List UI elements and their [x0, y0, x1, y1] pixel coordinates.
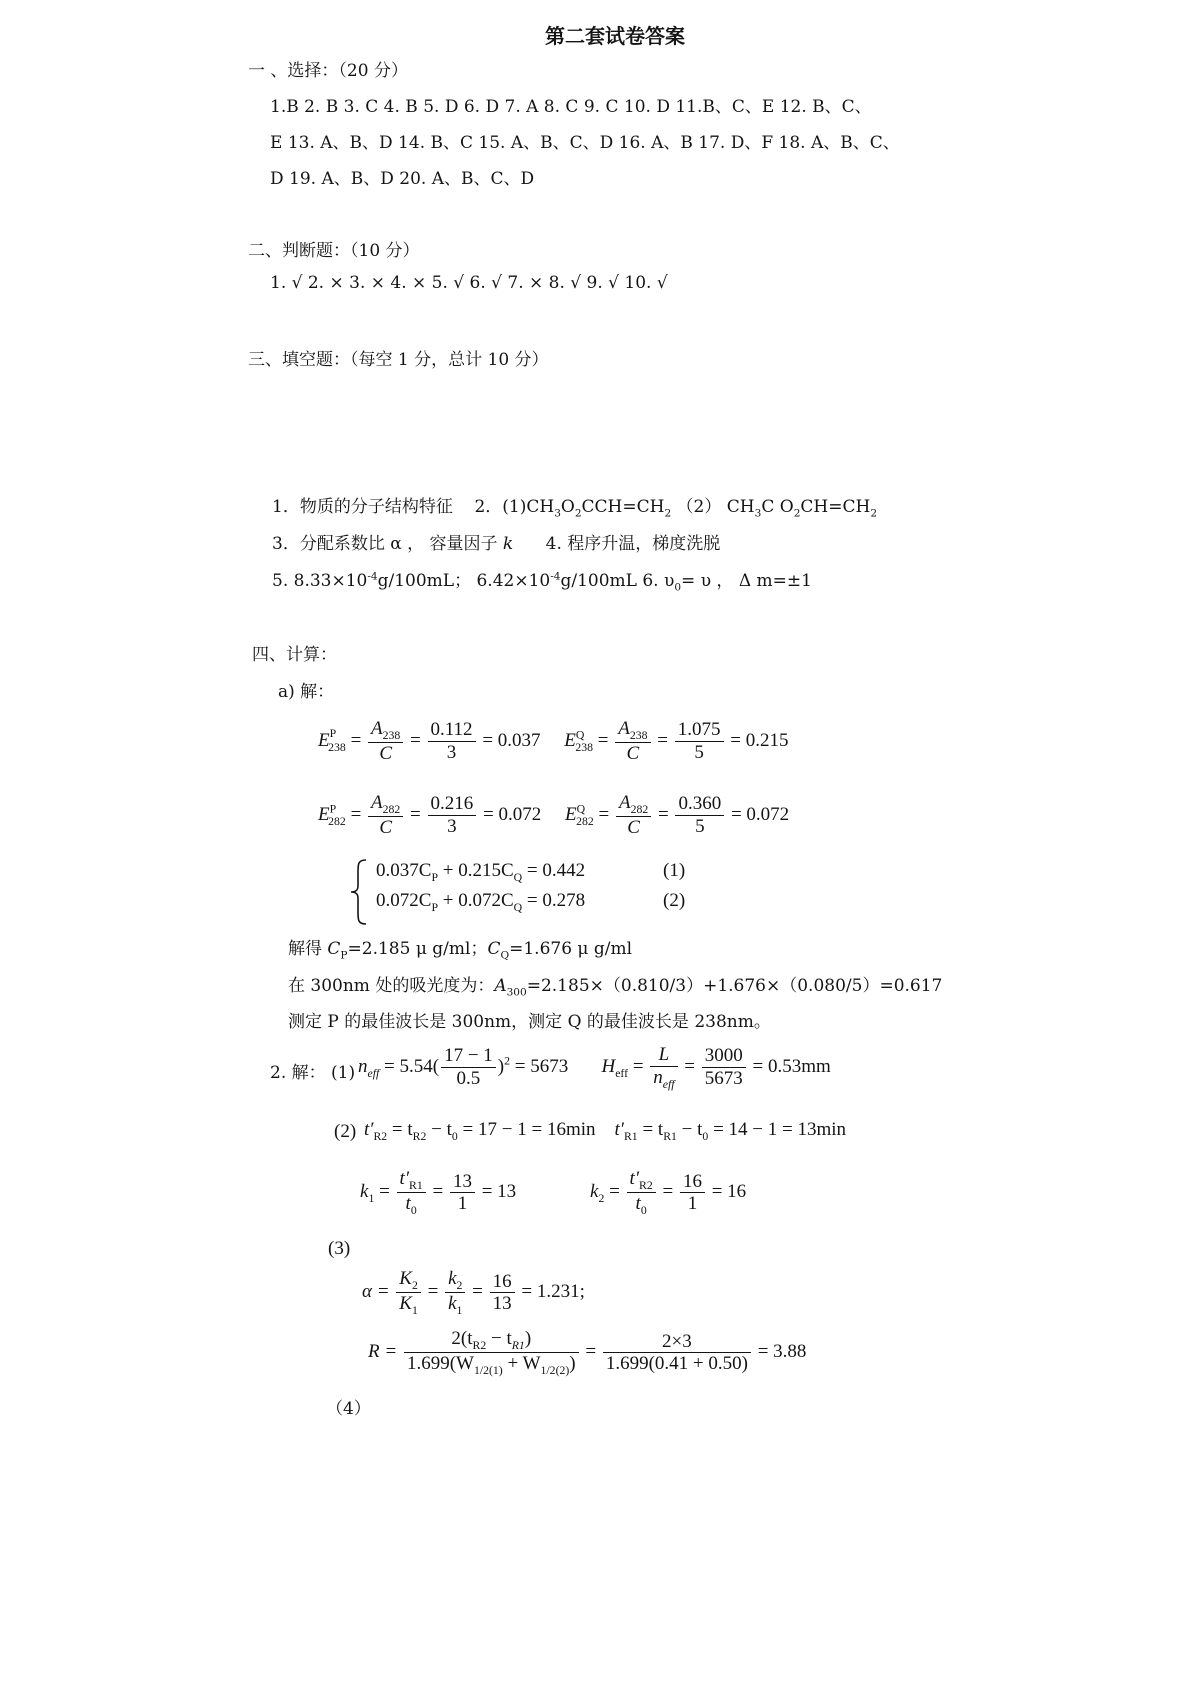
fill-answer-line-3: 5. $8.33\times 10^{-4}g/100mL$； $6.42\times 10^{-4}g/100mL$ 6. $\upsilon_0= \upsilon$ ， Δ m=±1 — [272, 570, 812, 594]
section-2-heading: 二、判断题：（10 分） — [248, 241, 420, 261]
choice-answers-line-1: 1.B 2. B 3. C 4. B 5. D 6. D 7. A 8. C 9. C 10. D 11.B、C、E 12. B、C、 — [270, 97, 872, 117]
equation-k2: $k_2$ = $\frac{t'_{R2}}{t_0}$ = $\frac{16}{1}$ = 16 — [590, 1168, 747, 1218]
system-tag-1: (1) — [663, 860, 686, 881]
step-2-label: (2) — [334, 1121, 357, 1142]
choice-answers-line-3: D 19. A、B、D 20. A、B、C、D — [270, 169, 535, 189]
fill-answer-line-2: 3．分配系数比 α ， 容量因子 k 4. 程序升温，梯度洗脱 — [272, 534, 721, 554]
problem-2-label: 2. 解： (1) — [270, 1063, 356, 1083]
page-title: 第二套试卷答案 — [545, 24, 685, 48]
system-tag-2: (2) — [663, 890, 686, 911]
system-brace — [348, 858, 370, 926]
equation-e238: $E^P_{238}$ = $\frac{A_{238}}{C}$ = $\frac{0.112}{3}$ = 0.037 $E^Q_{238}$ = $\frac{A_{238}}{C}$ = $\frac{1.075}{5}$ = 0.215 — [318, 718, 789, 765]
equation-k1: $k_1$ = $\frac{t'_{R1}}{t_0}$ = $\frac{13}{1}$ = 13 — [360, 1168, 517, 1218]
step-4-label: （4） — [326, 1399, 371, 1419]
absorbance-line: 在 300nm 处的吸光度为：$A_{300}=2.185\times(0.810/3)+1.676\times(0.080/5)=0.617$ — [288, 976, 943, 999]
choice-answers-line-2: E 13. A、B、D 14. B、C 15. A、B、C、D 16. A、B 17. D、F 18. A、B、C、 — [270, 133, 900, 153]
fill-answer-line-1: 1．物质的分子结构特征 2．$(1)CH_3O_2CCH=CH_2$ （2） $CH_3C$ $O_2CH=CH_2$ — [272, 497, 878, 520]
section-3-heading: 三、填空题：（每空 1 分，总计 10 分） — [248, 350, 549, 370]
section-4-heading: 四、计算： — [252, 645, 337, 665]
best-wavelength-line: 测定 P 的最佳波长是 300nm，测定 Q 的最佳波长是 238nm。 — [288, 1012, 771, 1032]
equation-adjusted-retention: $t'_{R2} = t_{R2} - t_0 = 17 - 1 = 16\min$ $t'_{R1} = t_{R1} - t_0 = 14 - 1 = 13\min$ — [364, 1119, 847, 1143]
equation-alpha: α = $\frac{K_2}{K_1}$ = $\frac{k_2}{k_1}$ = $\frac{16}{13}$ = 1.231; — [362, 1268, 585, 1318]
equation-resolution: R = $\frac{2(t_{R2} - t_{R1})}{1.699(W_{1/2(1)} + W_{1/2(2)})}$ = $\frac{2\times 3}{1.699(0.41 + 0.50)}$ = 3.88 — [368, 1328, 807, 1378]
solution-concentrations: 解得 $C_P=2.185$ μ g/ml；$C_Q=1.676$ μ g/ml — [288, 939, 633, 962]
section-1-heading: 一 、选择：（20 分） — [248, 61, 408, 81]
part-a-label: a) 解： — [278, 682, 335, 702]
judge-answers-line: 1. √ 2. × 3. × 4. × 5. √ 6. √ 7. × 8. √ 9. √ 10. √ — [270, 273, 668, 293]
step-3-label: (3) — [328, 1238, 351, 1259]
system-equation-1: $0.037C_P + 0.215C_Q = 0.442$ — [376, 860, 586, 884]
equation-neff: $n_{eff} = 5.54$( $\frac{17 - 1}{0.5}$ )$^2$ = 5673 $H_{eff}$ = $\frac{L}{n_{eff}}$ = $\frac{3000}{5673}$ = 0.53mm — [358, 1044, 831, 1091]
equation-e282: $E^P_{282}$ = $\frac{A_{282}}{C}$ = $\frac{0.216}{3}$ = 0.072 $E^Q_{282}$ = $\frac{A_{282}}{C}$ = $\frac{0.360}{5}$ = 0.072 — [318, 792, 790, 839]
system-equation-2: $0.072C_P + 0.072C_Q = 0.278$ — [376, 890, 586, 914]
